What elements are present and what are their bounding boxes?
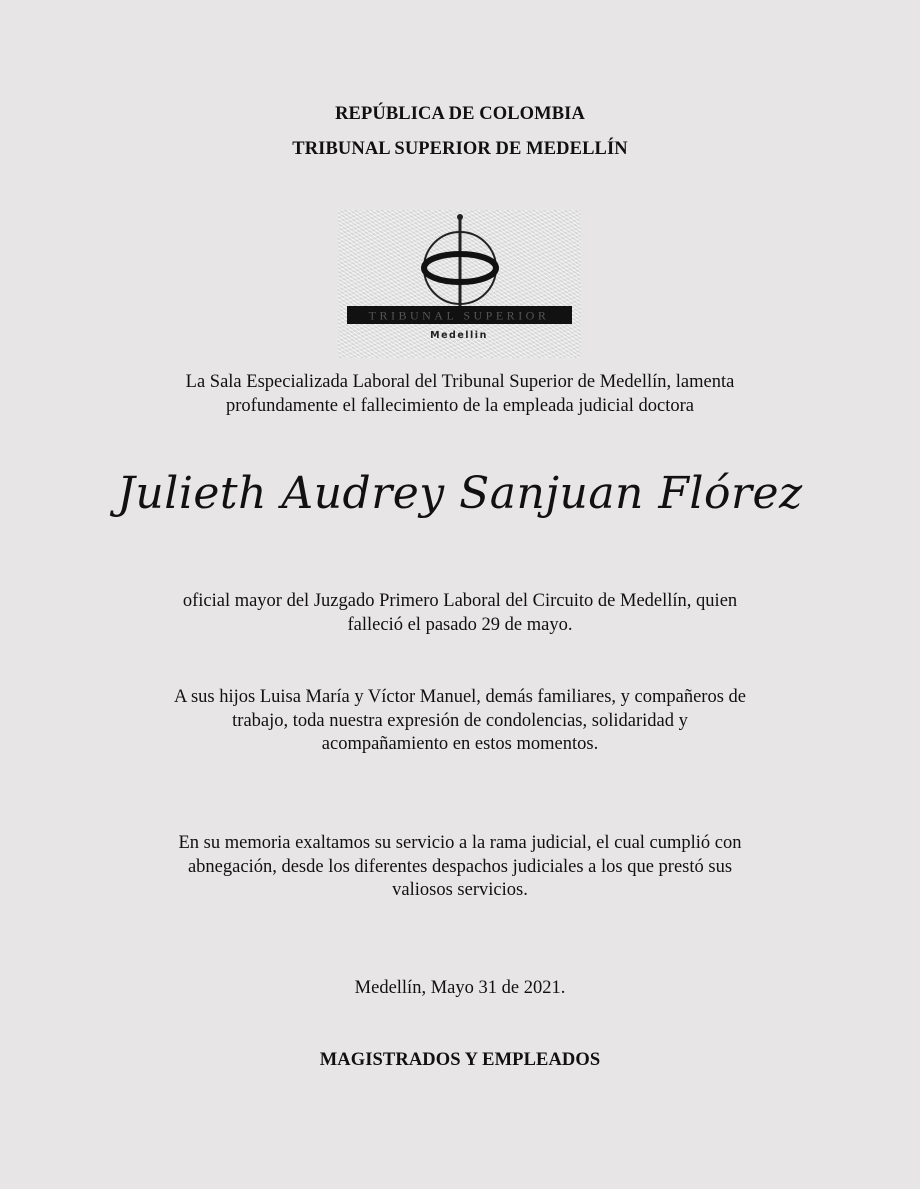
globe-logo-icon xyxy=(338,210,581,358)
intro-line-1: La Sala Especializada Laboral del Tribunal Superior de Medellín, lamenta xyxy=(185,372,735,392)
intro-paragraph xyxy=(0,371,920,418)
header-country: REPÚBLICA DE COLOMBIA xyxy=(335,104,585,124)
position-paragraph xyxy=(0,590,920,637)
memory-line-1: En su memoria exaltamos su servicio a la rama judicial, el cual cumplió con xyxy=(178,833,742,853)
svg-text:TRIBUNAL SUPERIOR: TRIBUNAL SUPERIOR xyxy=(368,308,550,323)
position-line-1: oficial mayor del Juzgado Primero Laboral del Circuito de Medellín, quien xyxy=(182,591,738,611)
svg-text:Medellin: Medellin xyxy=(430,330,488,341)
header-court: TRIBUNAL SUPERIOR DE MEDELLÍN xyxy=(292,139,628,159)
condolences-line-1: A sus hijos Luisa María y Víctor Manuel, demás familiares, y compañeros de xyxy=(173,687,746,707)
memory-paragraph xyxy=(0,832,920,903)
condolences-line-2: trabajo, toda nuestra expresión de condolencias, solidaridad y xyxy=(232,710,688,731)
condolences-line-3: acompañamiento en estos momentos. xyxy=(321,734,599,754)
position-line-2: falleció el pasado 29 de mayo. xyxy=(347,614,573,635)
condolences-paragraph xyxy=(0,686,920,757)
tribunal-logo xyxy=(338,210,581,358)
signature: MAGISTRADOS Y EMPLEADOS xyxy=(319,1050,601,1070)
memory-line-2: abnegación, desde los diferentes despachos judiciales a los que prestó sus xyxy=(187,856,733,877)
intro-line-2: profundamente el fallecimiento de la empleada judicial doctora xyxy=(226,395,694,416)
memory-line-3: valiosos servicios. xyxy=(392,880,528,900)
date-line: Medellín, Mayo 31 de 2021. xyxy=(354,978,566,998)
deceased-name: Julieth Audrey Sanjuan Flórez xyxy=(117,468,803,519)
